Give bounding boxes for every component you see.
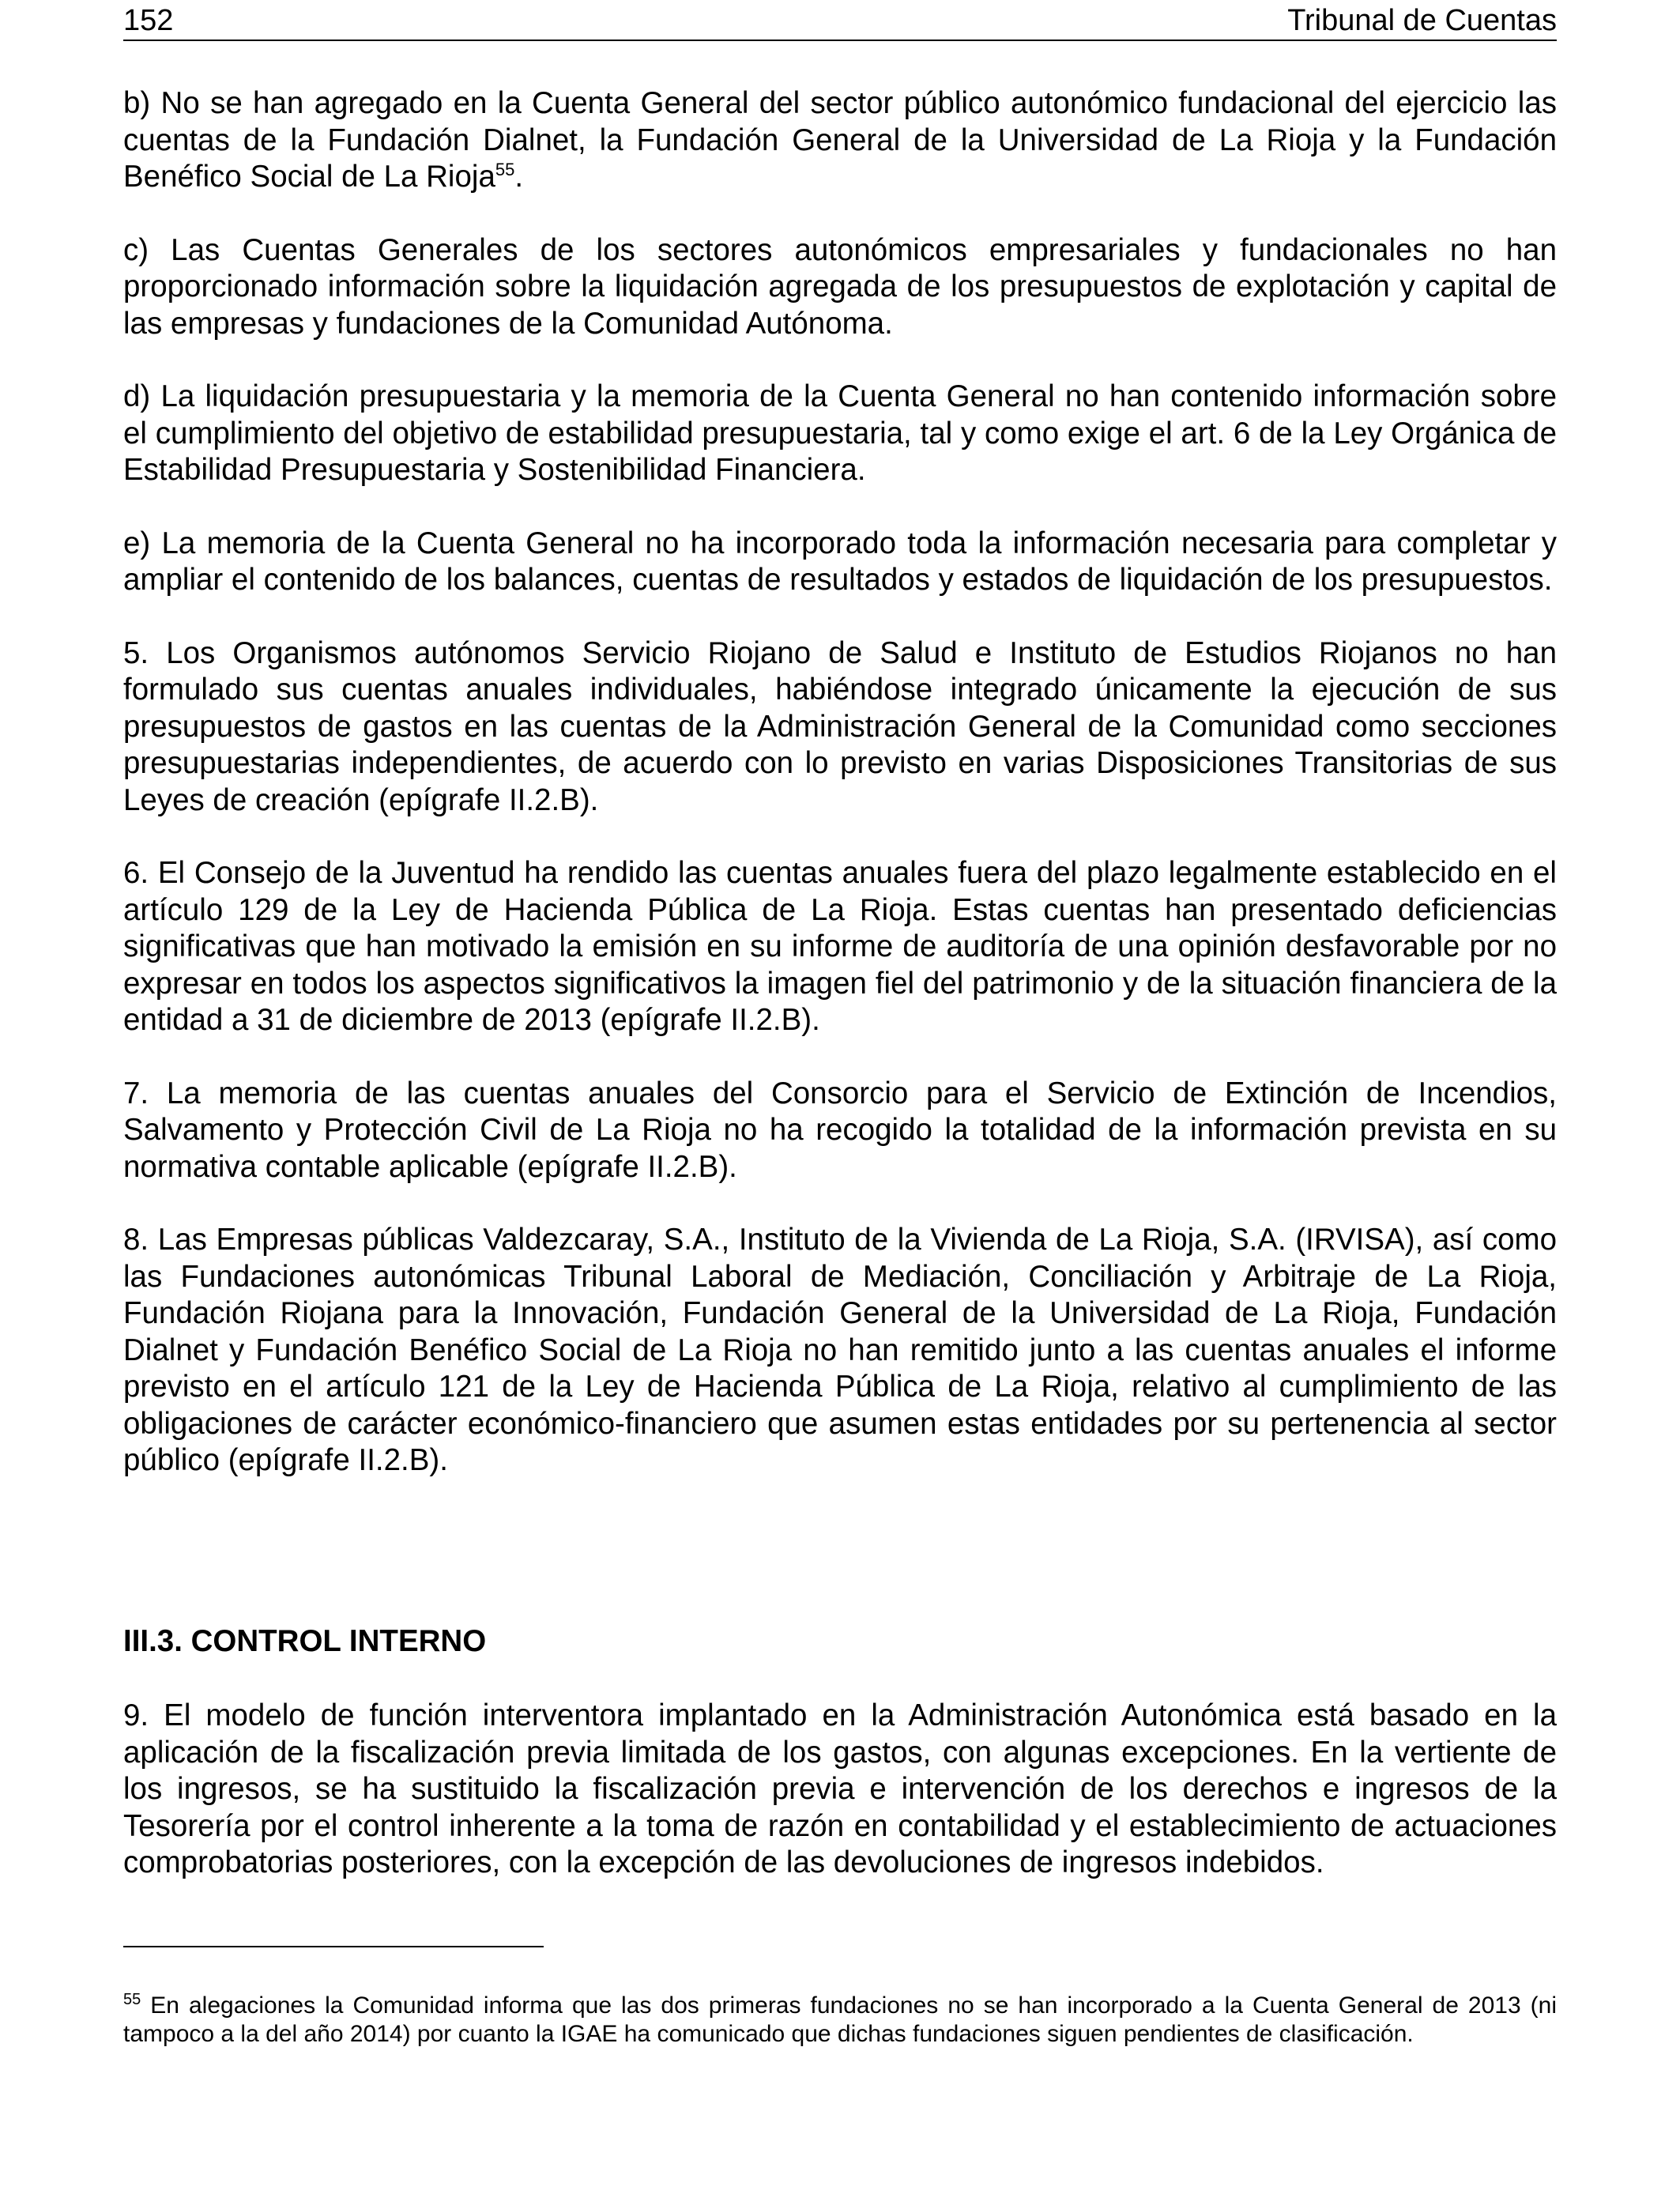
paragraph-6: 6. El Consejo de la Juventud ha rendido las cuentas anuales fuera del plazo legalmente establecido en el artículo 129 de la Ley de Hacienda Pública de La Rioja. Estas cuentas han presentado deficiencias significativas que han motivado la emisión en su informe de auditoría de una opinión desfavorable por no expresar en todos los aspectos significativos la imagen fiel del patrimonio y de la situación financiera de la entidad a 31 de diciembre de 2013 (epígrafe II.2.B). xyxy=(123,856,1557,1037)
paragraph-8: 8. Las Empresas públicas Valdezcaray, S.A., Instituto de la Vivienda de La Rioja, S.A. (IRVISA), así como las Fundaciones autonómicas Tribunal Laboral de Mediación, Conciliación y Arbitraje de La Rioja, Fundación Riojana para la Innovación, Fundación General de la Universidad de La Rioja, Fundación Dialnet y Fundación Benéfico Social de La Rioja no han remitido junto a las cuentas anuales el informe previsto en el artículo 121 de la Ley de Hacienda Pública de La Rioja, relativo al cumplimiento de las obligaciones de carácter económico-financiero que asumen estas entidades por su pertenencia al sector público (epígrafe II.2.B). xyxy=(123,1223,1557,1477)
footnote-divider xyxy=(123,1946,544,1947)
paragraph-b-end: . xyxy=(514,160,524,194)
paragraph-b-text: b) No se han agregado en la Cuenta General del sector público autonómico fundacional del ejercicio las cuentas de la Fundación Dialnet, la Fundación General de la Universidad de La Rioja y la Fundación Benéfico Social de La Rioja xyxy=(123,86,1557,194)
paragraph-b xyxy=(123,85,1557,196)
paragraph-9: 9. El modelo de función interventora implantado en la Administración Autonómica está basado en la aplicación de la fiscalización previa limitada de los gastos, con algunas excepciones. En la vertiente de los ingresos, se ha sustituido la fiscalización previa e intervención de los derechos e ingresos de la Tesorería por el control inherente a la toma de razón en contabilidad y el establecimiento de actuaciones comprobatorias posteriores, con la excepción de las devoluciones de ingresos indebidos. xyxy=(123,1698,1557,1879)
paragraph-7: 7. La memoria de las cuentas anuales del Consorcio para el Servicio de Extinción de Incendios, Salvamento y Protección Civil de La Rioja no ha recogido la totalidad de la información prevista en su normativa contable aplicable (epígrafe II.2.B). xyxy=(123,1076,1557,1184)
paragraph-e: e) La memoria de la Cuenta General no ha incorporado toda la información necesaria para completar y ampliar el contenido de los balances, cuentas de resultados y estados de liquidación de los presupuestos. xyxy=(123,526,1557,597)
paragraph-d: d) La liquidación presupuestaria y la memoria de la Cuenta General no han contenido información sobre el cumplimiento del objetivo de estabilidad presupuestaria, tal y como exige el art. 6 de la Ley Orgánica de Estabilidad Presupuestaria y Sostenibilidad Financiera. xyxy=(123,379,1557,487)
section-heading: III.3. CONTROL INTERNO xyxy=(123,1624,487,1658)
document-body xyxy=(123,85,1557,1480)
page-header xyxy=(123,2,1557,41)
footnote-reference[interactable]: 55 xyxy=(495,160,515,180)
footnote-text: En alegaciones la Comunidad informa que las dos primeras fundaciones no se han incorporado a la Cuenta General de 2013 (ni tampoco a la del año 2014) por cuanto la IGAE ha comunicado que dichas fundaciones siguen pendientes de clasificación. xyxy=(123,1992,1557,2047)
page-number: 152 xyxy=(123,4,174,37)
paragraph-c: c) Las Cuentas Generales de los sectores autonómicos empresariales y fundacionales no han proporcionado información sobre la liquidación agregada de los presupuestos de explotación y capital de las empresas y fundaciones de la Comunidad Autónoma. xyxy=(123,232,1557,341)
footnote xyxy=(123,1992,1557,2049)
running-title: Tribunal de Cuentas xyxy=(1287,4,1557,37)
section-body xyxy=(123,1698,1557,1882)
footnote-number: 55 xyxy=(123,1991,141,2008)
paragraph-5: 5. Los Organismos autónomos Servicio Riojano de Salud e Instituto de Estudios Riojanos no han formulado sus cuentas anuales individuales, habiéndose integrado únicamente la ejecución de sus presupuestos de gastos en las cuentas de la Administración General de la Comunidad como secciones presupuestarias independientes, de acuerdo con lo previsto en varias Disposiciones Transitorias de sus Leyes de creación (epígrafe II.2.B). xyxy=(123,635,1557,817)
